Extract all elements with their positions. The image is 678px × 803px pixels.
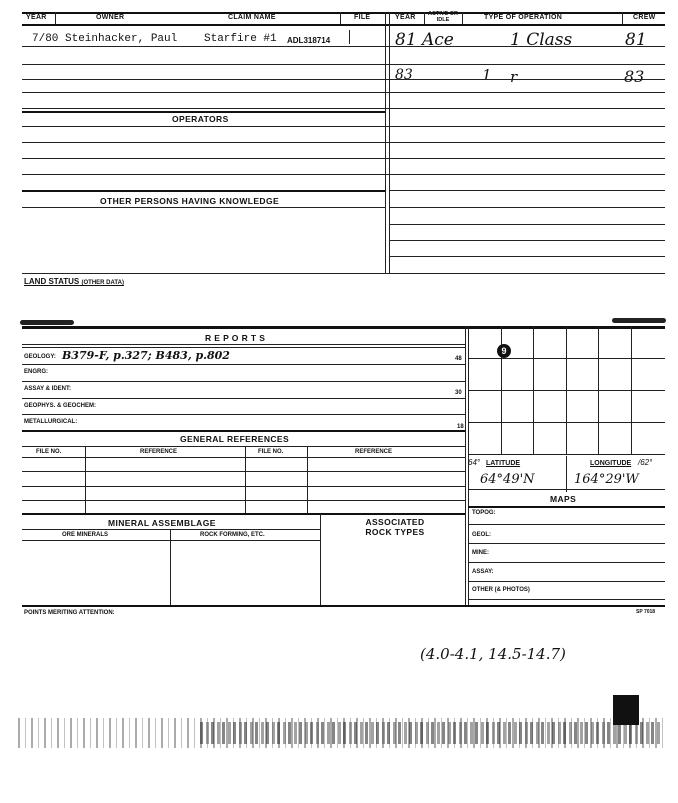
maps-geol: GEOL:	[472, 532, 491, 538]
ops-year-2: 83	[395, 67, 413, 83]
header-year-2: YEAR	[395, 14, 416, 21]
land-status-label	[24, 277, 124, 286]
associated-rock-types: ASSOCIATED ROCK TYPES	[365, 517, 425, 537]
form-number: SP 7018	[636, 609, 656, 615]
scan-corner-block	[613, 695, 639, 725]
ref-header-file-no-2: FILE NO.	[258, 449, 284, 455]
header-crew: CREW	[633, 14, 656, 21]
maps-topog: TOPOG:	[472, 510, 496, 516]
ops-crew-1: 81	[625, 30, 647, 50]
map-location-marker	[497, 344, 511, 358]
report-engrg-label: ENGRG:	[24, 369, 48, 375]
maps-other: OTHER (& PHOTOS)	[472, 587, 530, 593]
ref-header-reference: REFERENCE	[140, 449, 178, 455]
land-status-text: LAND STATUS	[24, 277, 80, 286]
rock-forming-header: ROCK FORMING, ETC.	[200, 532, 265, 538]
claim-entry: Starfire #1	[204, 33, 277, 45]
points-meriting-attention: POINTS MERITING ATTENTION:	[24, 610, 115, 616]
ref-header-reference-2: REFERENCE	[355, 449, 393, 455]
header-file: FILE	[354, 14, 371, 21]
header-owner: OWNER	[96, 14, 125, 21]
ops-type-2: r	[510, 68, 518, 86]
ops-year-1: 81	[395, 30, 417, 50]
report-metallurgical-num: 18	[457, 424, 464, 430]
maps-assay: ASSAY:	[472, 569, 494, 575]
header-year: YEAR	[26, 14, 47, 21]
report-geology-label: GEOLOGY:	[24, 354, 56, 360]
operators-title: OPERATORS	[172, 114, 229, 124]
header-active-idle: ACTIVE OR IDLE	[428, 11, 458, 23]
report-geology-num: 48	[455, 356, 462, 362]
header-type-of-operation: TYPE OF OPERATION	[484, 14, 563, 21]
latitude-label: LATITUDE	[486, 460, 521, 467]
ops-active-1: Ace	[422, 30, 454, 50]
claim-adl: ADL318714	[287, 36, 331, 45]
mineral-title: MINERAL ASSEMBLAGE	[108, 518, 216, 528]
owner-entry: 7/80 Steinhacker, Paul	[32, 33, 178, 45]
report-metallurgical-label: METALLURGICAL:	[24, 419, 78, 425]
map-marker-label: 9	[501, 346, 507, 356]
latitude-value: 64°49'N	[480, 472, 535, 487]
longitude-value: 164°29'W	[574, 472, 639, 487]
report-geophys-label: GEOPHYS. & GEOCHEM:	[24, 403, 97, 409]
ore-minerals-header: ORE MINERALS	[62, 532, 109, 538]
reports-title: R E P O R T S	[205, 333, 266, 343]
top-edge-smudge	[20, 320, 74, 325]
longitude-label: LONGITUDE	[590, 460, 632, 467]
ref-header-file-no: FILE NO.	[36, 449, 62, 455]
latitude-prefix: 64°	[468, 458, 481, 467]
maps-mine: MINE:	[472, 550, 489, 556]
general-refs-title: GENERAL REFERENCES	[180, 434, 290, 444]
ops-active-2: 1	[482, 66, 492, 84]
ops-crew-2: 83	[624, 67, 645, 86]
handwritten-note: (4.0-4.1, 14.5-14.7)	[420, 645, 566, 663]
report-geology-value: B379-F, p.327; B483, p.802	[62, 349, 230, 362]
report-assay-label: ASSAY & IDENT:	[24, 386, 72, 392]
ops-type-1: 1 Class	[510, 30, 573, 50]
land-status-sub: (OTHER DATA)	[81, 280, 124, 286]
longitude-suffix: /62°	[638, 458, 653, 467]
top-edge-smudge-right	[612, 318, 666, 323]
others-title: OTHER PERSONS HAVING KNOWLEDGE	[100, 196, 280, 206]
scan-noise-dark	[200, 722, 660, 744]
report-assay-num: 30	[455, 390, 462, 396]
header-claim-name: CLAIM NAME	[228, 14, 276, 21]
maps-title: MAPS	[550, 494, 577, 504]
